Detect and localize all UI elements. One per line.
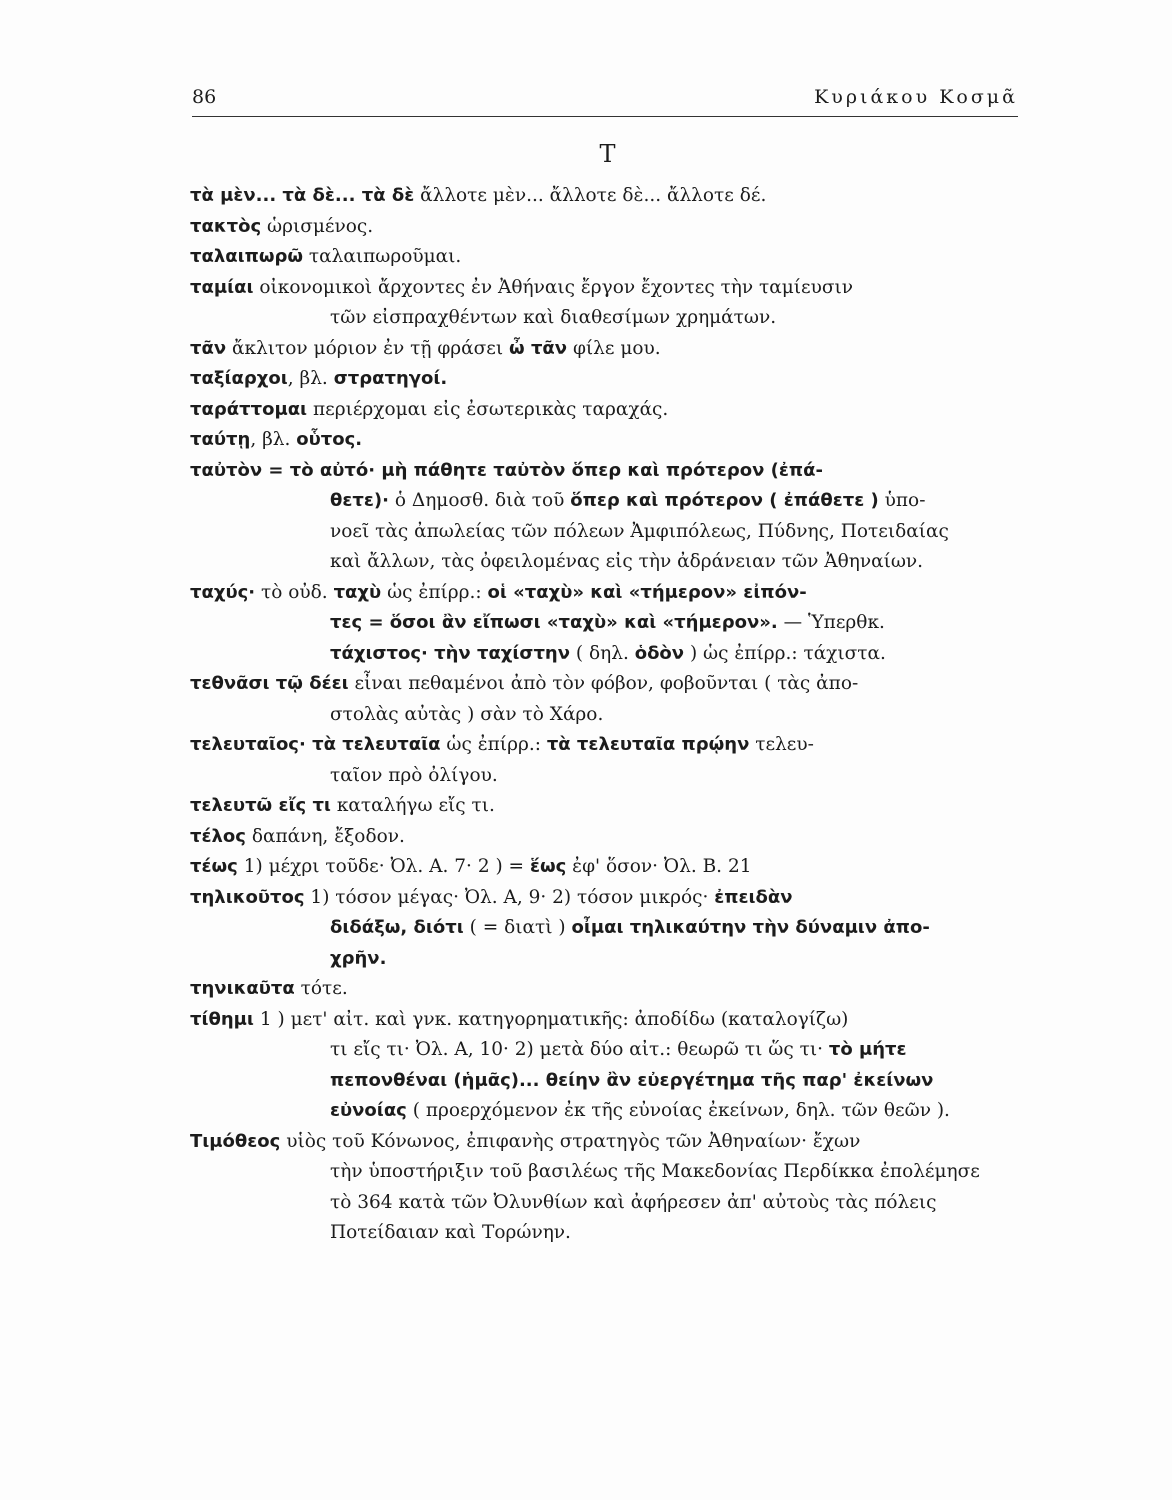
headword-text: τὰ τελευταῖα πρῴην	[546, 734, 750, 755]
headword-text: τες = ὅσοι ἂν εἴπωσι «ταχὺ» καὶ «τήμερον».	[330, 612, 778, 633]
entry-continuation-line	[260, 1096, 1020, 1127]
entry-continuation-line	[260, 1066, 1020, 1097]
definition-text: ἐφ' ὅσον· Ὀλ. Β. 21	[566, 856, 752, 877]
entry-first-line	[190, 273, 1020, 304]
entry-first-line	[190, 822, 1020, 853]
entry-continuation-line	[260, 486, 1020, 517]
headword-text: θετε)·	[330, 490, 389, 511]
definition-text: ὡρισμένος.	[261, 215, 374, 237]
definition-text: 1) μέχρι τοῦδε· Ὀλ. Α. 7· 2 ) =	[237, 856, 530, 877]
headword-text: οἶμαι τηλικαύτην τὴν δύναμιν ἀπο-	[571, 917, 930, 938]
headword-text: ταλαιπωρῶ	[190, 246, 304, 267]
definition-text: ) ὡς ἐπίρρ.: τάχιστα.	[684, 642, 886, 664]
headword-text: τηλικοῦτος	[190, 886, 305, 908]
entry-first-line	[190, 456, 1020, 487]
glossary-entry	[190, 1127, 1020, 1249]
entry-first-line	[190, 852, 1020, 883]
page-number: 86	[192, 86, 217, 108]
headword-text: εὐνοίας	[330, 1100, 407, 1121]
headword-text: τηνικαῦτα	[190, 978, 295, 999]
glossary-entry	[190, 1005, 1020, 1127]
entry-first-line	[190, 974, 1020, 1005]
headword-text: οἱ «ταχὺ» καὶ «τήμερον» εἰπόν-	[487, 581, 807, 603]
entry-first-line	[190, 1005, 1020, 1036]
headword-text: ταχὺ	[333, 581, 382, 603]
glossary-entry	[190, 242, 1020, 273]
glossary-entry	[190, 669, 1020, 730]
headword-text: ὁδὸν	[634, 642, 685, 664]
definition-text: ὑπο-	[878, 490, 926, 511]
definition-text: ταλαιπωροῦμαι.	[303, 246, 462, 267]
headword-text: ὦ τᾶν	[509, 337, 568, 359]
glossary-entry	[190, 791, 1020, 822]
entry-continuation-line	[260, 547, 1020, 578]
glossary-entry	[190, 822, 1020, 853]
headword-text: στρατηγοί.	[333, 368, 448, 389]
headword-text: τακτὸς	[190, 215, 262, 237]
entry-continuation-line	[260, 913, 1020, 944]
entry-first-line	[190, 242, 1020, 273]
definition-text: ταῖον πρὸ ὀλίγου.	[330, 764, 498, 786]
definition-text: 1) τόσον μέγας· Ὀλ. Α, 9· 2) τόσον μικρός·	[304, 886, 715, 908]
headword-text: χρῆν.	[330, 947, 387, 969]
entry-first-line	[190, 364, 1020, 395]
entry-first-line	[190, 425, 1020, 456]
glossary-entry	[190, 974, 1020, 1005]
entry-first-line	[190, 669, 1020, 700]
headword-text: ταξίαρχοι	[190, 368, 288, 389]
headword-text: ὅπερ καὶ πρότερον ( ἐπάθετε )	[570, 490, 879, 511]
entry-first-line	[190, 334, 1020, 365]
entry-continuation-line	[260, 1188, 1020, 1219]
definition-text: τῶν εἰσπραχθέντων καὶ διαθεσίμων χρημάτων.	[330, 307, 777, 328]
definition-text: ( = διατὶ )	[463, 917, 572, 938]
definition-text: ( προερχόμενον ἐκ τῆς εὐνοίας ἐκείνων, δηλ. τῶν θεῶν ).	[406, 1100, 950, 1121]
entry-first-line	[190, 212, 1020, 243]
entry-first-line	[190, 181, 1020, 212]
definition-text: ( δηλ.	[570, 642, 635, 664]
headword-text: Τιμόθεος	[190, 1130, 281, 1152]
definition-text: τὴν ὑποστήριξιν τοῦ βασιλέως τῆς Μακεδονίας Περδίκκα ἐπολέμησε	[330, 1161, 980, 1182]
definition-text: στολὰς αὐτὰς ) σὰν τὸ Χάρο.	[330, 703, 604, 725]
definition-text: περιέρχομαι εἰς ἐσωτερικὰς ταραχάς.	[307, 398, 669, 420]
headword-text: ταύτῃ	[190, 429, 251, 450]
headword-text: πεπονθέναι (ἡμᾶς)... θείην ἂν εὐεργέτημα τῆς παρ' ἐκείνων	[330, 1069, 934, 1091]
headword-text: ἐπειδὰν	[714, 886, 793, 908]
glossary-entry	[190, 883, 1020, 975]
definition-text: Ποτείδαιαν καὶ Τορώνην.	[330, 1222, 571, 1243]
glossary-entry	[190, 730, 1020, 791]
definition-text: τότε.	[294, 978, 348, 999]
glossary-entry	[190, 456, 1020, 578]
definition-text: τελευ-	[749, 734, 814, 755]
headword-text: ἕως	[529, 856, 567, 877]
glossary-entry	[190, 852, 1020, 883]
glossary-entry	[190, 273, 1020, 334]
definition-text: ἄλλοτε μὲν... ἄλλοτε δὲ... ἄλλοτε δέ.	[414, 185, 767, 206]
running-head: Κυριάκου Κοσμᾶ	[814, 86, 1018, 108]
definition-text: , βλ.	[287, 368, 334, 389]
headword-text: ταχύς·	[190, 581, 256, 603]
headword-text: τίθημι	[190, 1008, 254, 1030]
definition-text: 1 ) μετ' αἰτ. καὶ γνκ. κατηγορηματικῆς: ἀποδίδω (καταλογίζω)	[253, 1008, 849, 1030]
definition-text: νοεῖ τὰς ἀπωλείας τῶν πόλεων Ἀμφιπόλεως, Πύδνης, Ποτειδαίας	[330, 520, 949, 542]
headword-text: ταὐτὸν = τὸ αὐτό· μὴ πάθητε ταὐτὸν ὅπερ καὶ πρότερον (ἐπά-	[190, 459, 823, 481]
glossary-entries	[190, 181, 1020, 1249]
page-header	[192, 86, 1018, 116]
entry-continuation-line	[260, 1218, 1020, 1249]
glossary-entry	[190, 425, 1020, 456]
entry-continuation-line	[260, 608, 1020, 639]
definition-text: τὸ οὐδ.	[255, 581, 334, 603]
entry-continuation-line	[260, 517, 1020, 548]
definition-text: ὡς ἐπίρρ.:	[440, 734, 547, 755]
headword-text: διδάξω, διότι	[330, 917, 464, 938]
definition-text: καταλήγω εἴς τι.	[330, 795, 495, 816]
entry-first-line	[190, 1127, 1020, 1158]
definition-text: δαπάνη, ἔξοδον.	[245, 825, 405, 847]
definition-text: — Ὑπερθκ.	[777, 612, 885, 633]
headword-text: τέλος	[190, 825, 246, 847]
definition-text: ἄκλιτον μόριον ἐν τῇ φράσει	[226, 337, 510, 359]
entry-continuation-line	[260, 761, 1020, 792]
headword-text: τὸ μήτε	[828, 1039, 907, 1060]
glossary-entry	[190, 181, 1020, 212]
glossary-entry	[190, 578, 1020, 670]
definition-text: καὶ ἄλλων, τὰς ὀφειλομένας εἰς τὴν ἀδράνειαν τῶν Ἀθηναίων.	[330, 551, 924, 572]
headword-text: τὰ μὲν... τὰ δὲ... τὰ δὲ	[190, 185, 415, 206]
entry-first-line	[190, 578, 1020, 609]
entry-continuation-line	[260, 303, 1020, 334]
definition-text: , βλ.	[250, 429, 297, 450]
definition-text: ὡς ἐπίρρ.:	[381, 581, 488, 603]
entry-first-line	[190, 395, 1020, 426]
glossary-entry	[190, 395, 1020, 426]
glossary-entry	[190, 212, 1020, 243]
definition-text: οἰκονομικοὶ ἄρχοντες ἐν Ἀθήναις ἔργον ἔχοντες τὴν ταμίευσιν	[253, 276, 853, 298]
definition-text: τι εἴς τι· Ὀλ. Α, 10· 2) μετὰ δύο αἰτ.: θεωρῶ τι ὥς τι·	[330, 1039, 829, 1060]
glossary-entry	[190, 334, 1020, 365]
headword-text: τέως	[190, 856, 238, 877]
entry-continuation-line	[260, 1157, 1020, 1188]
definition-text: φίλε μου.	[567, 337, 661, 359]
entry-continuation-line	[260, 1035, 1020, 1066]
entry-first-line	[190, 730, 1020, 761]
headword-text: τελευτῶ εἴς τι	[190, 795, 331, 816]
headword-text: ταράττομαι	[190, 398, 308, 420]
headword-text: οὗτος.	[296, 429, 363, 450]
entry-continuation-line	[260, 700, 1020, 731]
headword-text: τεθνᾶσι τῷ δέει	[190, 673, 349, 694]
definition-text: ὁ Δημοσθ. διὰ τοῦ	[388, 490, 571, 511]
headword-text: τάχιστος· τὴν ταχίστην	[330, 642, 571, 664]
headword-text: τελευταῖος· τὰ τελευταῖα	[190, 734, 441, 755]
headword-text: ταμίαι	[190, 276, 254, 298]
glossary-entry	[190, 364, 1020, 395]
definition-text: υἱὸς τοῦ Κόνωνος, ἐπιφανὴς στρατηγὸς τῶν Ἀθηναίων· ἔχων	[280, 1130, 861, 1152]
header-rule	[192, 116, 1018, 117]
entry-first-line	[190, 791, 1020, 822]
entry-first-line	[190, 883, 1020, 914]
definition-text: τὸ 364 κατὰ τῶν Ὀλυνθίων καὶ ἀφήρεσεν ἀπ' αὐτοὺς τὰς πόλεις	[330, 1191, 937, 1213]
entry-continuation-line	[260, 944, 1020, 975]
definition-text: εἶναι πεθαμένοι ἀπὸ τὸν φόβον, φοβοῦνται ( τὰς ἀπο-	[348, 673, 859, 694]
entry-continuation-line	[260, 639, 1020, 670]
section-letter: Τ	[599, 140, 616, 168]
headword-text: τᾶν	[190, 337, 227, 359]
